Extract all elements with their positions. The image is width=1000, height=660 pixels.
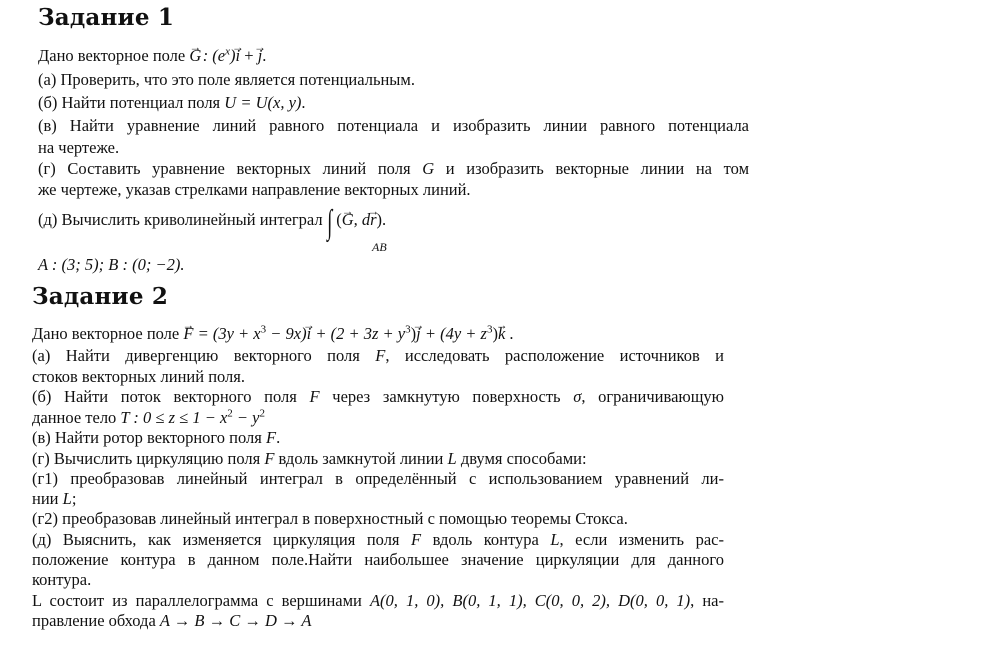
integral-sign-icon: ∫ bbox=[326, 204, 332, 241]
task2-item-d1-line2: нии L; bbox=[32, 489, 77, 508]
task1-item-d-line1: (г) Составить уравнение векторных линий поля G и изобразить векторные линии на том bbox=[38, 159, 750, 178]
task1-points: A : (3; 5); B : (0; −2). bbox=[38, 255, 185, 274]
task1-item-d-line2: же чертеже, указав стрелками направление векторных линий. bbox=[38, 180, 471, 199]
unit-vector-j: → j bbox=[258, 46, 263, 66]
task2-item-b-line1: (б) Найти поток векторного поля F через замкнутую поверхность σ, ограничивающую bbox=[32, 387, 725, 406]
task2-contour-line2: правление обхода A → B → C → D → A bbox=[32, 611, 312, 630]
task2-item-e-line1: (д) Выяснить, как изменяется циркуляция поля F вдоль контура L, если изменить рас- bbox=[32, 530, 724, 549]
task2-title: Задание 2 bbox=[32, 283, 169, 310]
task2-contour-line1: L состоит из параллелограмма с вершинами A(0, 1, 0), B(0, 1, 1), C(0, 0, 2), D(0, 0, 1), на- bbox=[32, 591, 724, 610]
integral-subscript: AB bbox=[372, 240, 387, 254]
task1-item-e: (д) Вычислить криволинейный интеграл ∫ (→ G, d→ r). bbox=[38, 210, 386, 233]
task1-item-c-line1: (в) Найти уравнение линий равного потенциала и изобразить линии равного потенциала bbox=[38, 116, 749, 135]
task1-field-line: Дано векторное поле → G : $(e^x)\to i$ + → j. bbox=[38, 46, 266, 66]
task2-item-d2: (г2) преобразовав линейный интеграл в поверхностный с помощью теоремы Стокса. bbox=[32, 509, 628, 528]
task1-title: Задание 1 bbox=[38, 4, 175, 31]
task2-item-e-line2: положение контура в данном поле.Найти наибольшее значение циркуляции для данного bbox=[32, 550, 724, 569]
unit-vector-i: → i bbox=[236, 46, 241, 66]
task1-item-b: (б) Найти потенциал поля U = U(x, y). bbox=[38, 93, 306, 112]
task1-item-a: (а) Проверить, что это поле является потенциальным. bbox=[38, 70, 415, 89]
task2-item-b-line2: данное тело T : $0 \le z \le 1 - x^2 - y^2$ bbox=[32, 407, 266, 427]
task2-item-d: (г) Вычислить циркуляцию поля F вдоль замкнутой линии L двумя способами: bbox=[32, 449, 587, 468]
task1-item-c-line2: на чертеже. bbox=[38, 138, 120, 157]
vector-G: → G bbox=[189, 46, 201, 66]
task2-item-a-line2: стоков векторных линий поля. bbox=[32, 367, 246, 386]
task2-item-d1-line1: (г1) преобразовав линейный интеграл в определённый с использованием уравнений ли- bbox=[32, 469, 724, 488]
task2-item-c: (в) Найти ротор векторного поля F. bbox=[32, 428, 281, 447]
vector-F: → F bbox=[183, 324, 193, 344]
task2-field-line: Дано векторное поле → $F = (3y + x^3 - 9x)\to i + (2 + 3z + y^3)\to j + (4y + z^3)\to k$ . bbox=[32, 324, 514, 344]
task2-item-a-line1: (а) Найти дивергенцию векторного поля F, исследовать расположение источников и bbox=[32, 346, 724, 365]
task2-item-e-line3: контура. bbox=[32, 570, 92, 589]
